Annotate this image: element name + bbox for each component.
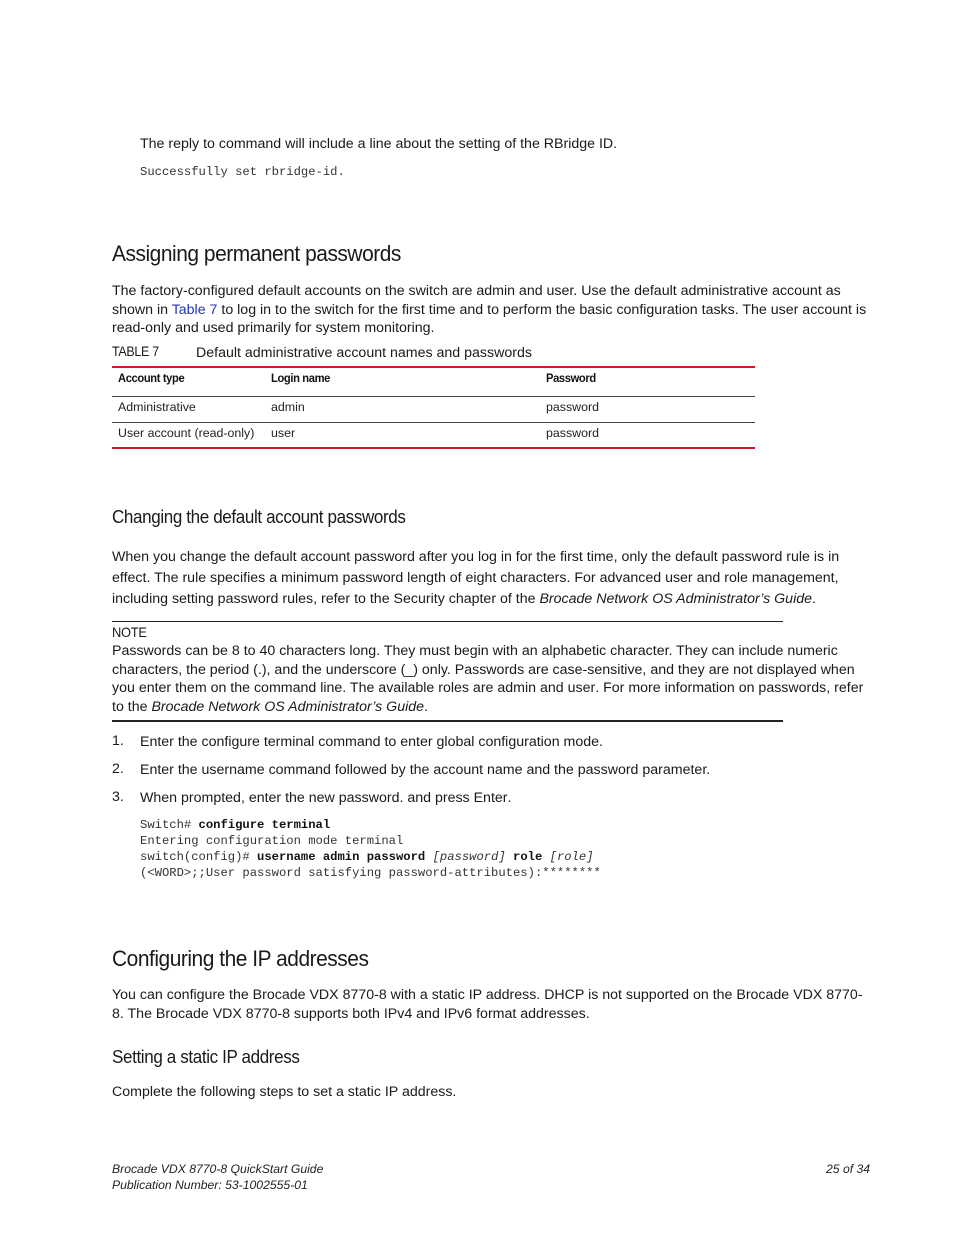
code-line: Entering configuration mode terminal xyxy=(140,834,404,848)
note-bottom-rule xyxy=(112,720,783,722)
note-text-part: . For more information on passwords, refer to the xyxy=(112,680,864,715)
code-command: role xyxy=(513,850,543,864)
para-text: The factory-configured default accounts on the switch are admin and user. Use the default administrative account as shown in xyxy=(112,283,841,318)
note-text-part: and xyxy=(536,680,568,697)
step-text-part: . xyxy=(507,790,512,806)
table-header-login-name: Login name xyxy=(271,371,330,385)
para-text: to log in to the switch for the first time and to perform the basic configuration tasks. The user account is read-only and used primarily for system monitoring. xyxy=(112,301,867,337)
guide-title-italic: Brocade Network OS Administrator’s Guide xyxy=(151,698,425,715)
keyword-user: user xyxy=(567,680,596,697)
table-cell: password xyxy=(546,426,600,440)
note-text xyxy=(112,642,874,716)
table-header-password: Password xyxy=(546,371,596,385)
changing-passwords-paragraph xyxy=(112,547,874,610)
code-rbridge-success: Successfully set rbridge-id. xyxy=(140,165,345,179)
keyword-admin: admin xyxy=(497,680,537,697)
configuring-ip-paragraph: You can configure the Brocade VDX 8770-8 with a static IP address. DHCP is not supported on the Brocade VDX 8770-8. The Brocade VDX 8770-8 supports both IPv4 and IPv6 format addresses. xyxy=(112,987,863,1022)
step-text-part: Enter the xyxy=(140,762,202,778)
reply-text: The reply to command will include a line about the setting of the RBridge ID. xyxy=(140,136,618,152)
table-cell: user xyxy=(271,426,296,440)
step-number: 3. xyxy=(112,789,124,805)
code-line xyxy=(140,818,330,832)
step-keyword: username xyxy=(201,762,265,778)
step-text xyxy=(140,733,603,752)
table-label: TABLE 7 xyxy=(112,344,159,359)
note-label: NOTE xyxy=(112,624,147,640)
code-command: username admin password xyxy=(257,850,426,864)
code-command: configure terminal xyxy=(198,818,331,832)
step-text-part: command to enter global configuration mode. xyxy=(314,734,603,750)
section-title-configuring-ip: Configuring the IP addresses xyxy=(112,946,369,971)
assigning-passwords-paragraph xyxy=(112,282,872,338)
note-top-rule xyxy=(112,621,783,622)
note-text-part: . xyxy=(424,698,428,715)
table-cell: password xyxy=(546,400,600,414)
code-prompt: switch(config)# xyxy=(140,850,258,864)
step-number: 2. xyxy=(112,761,124,777)
table-header-rule xyxy=(112,396,755,397)
step-text-part: command followed by the account name and the password parameter. xyxy=(264,762,711,778)
code-line xyxy=(140,850,594,864)
code-line: (<WORD>;;User password satisfying password-attributes):******** xyxy=(140,866,601,880)
static-ip-paragraph: Complete the following steps to set a static IP address. xyxy=(112,1084,457,1100)
table-caption: Default administrative account names and passwords xyxy=(196,345,532,361)
step-keyword: configure terminal xyxy=(201,734,315,750)
code-argument: [role] xyxy=(549,850,594,864)
footer-guide-title: Brocade VDX 8770-8 QuickStart Guide xyxy=(112,1162,324,1176)
step-text-part: Enter the xyxy=(140,734,202,750)
table-cell: Administrative xyxy=(118,400,196,414)
section-title-static-ip: Setting a static IP address xyxy=(112,1046,300,1067)
table7-link[interactable]: Table 7 xyxy=(171,301,218,318)
para-text: When you change the default account password after you log in for the first time, only the default password rule is in effect. The rule specifies a minimum password length of eight characters. For advanced user and role management, including setting password rules, refer to the Security chapter of the xyxy=(112,549,840,607)
guide-title-italic: Brocade Network OS Administrator’s Guide xyxy=(539,591,812,607)
step-text xyxy=(140,789,511,808)
code-argument: [password] xyxy=(432,850,506,864)
footer-page-number: 25 of 34 xyxy=(826,1162,871,1176)
note-text-part: Passwords can be 8 to 40 characters long. They must begin with an alphabetic character. They can include numeric characters, the period (.), and the underscore (_) only. Passwords are case-sensitive, and they are not displayed when you enter them on the command line. The available roles are xyxy=(112,643,855,697)
para-text: . xyxy=(812,591,816,607)
section-title-assigning-passwords: Assigning permanent passwords xyxy=(112,241,401,266)
table-row-rule xyxy=(112,422,755,423)
table-cell: admin xyxy=(271,400,305,414)
step-keyword: Enter xyxy=(473,790,508,806)
step-text-part: When prompted, enter the new password. and press xyxy=(140,790,474,806)
table-header-account-type: Account type xyxy=(118,371,185,385)
footer-publication-number: Publication Number: 53-1002555-01 xyxy=(112,1178,308,1192)
table-cell: User account (read-only) xyxy=(118,426,255,440)
step-text xyxy=(140,761,710,780)
section-title-changing-passwords: Changing the default account passwords xyxy=(112,506,406,527)
step-number: 1. xyxy=(112,733,124,749)
code-prompt: Switch# xyxy=(140,818,199,832)
table-bottom-rule xyxy=(112,447,755,449)
table-top-rule xyxy=(112,366,755,368)
